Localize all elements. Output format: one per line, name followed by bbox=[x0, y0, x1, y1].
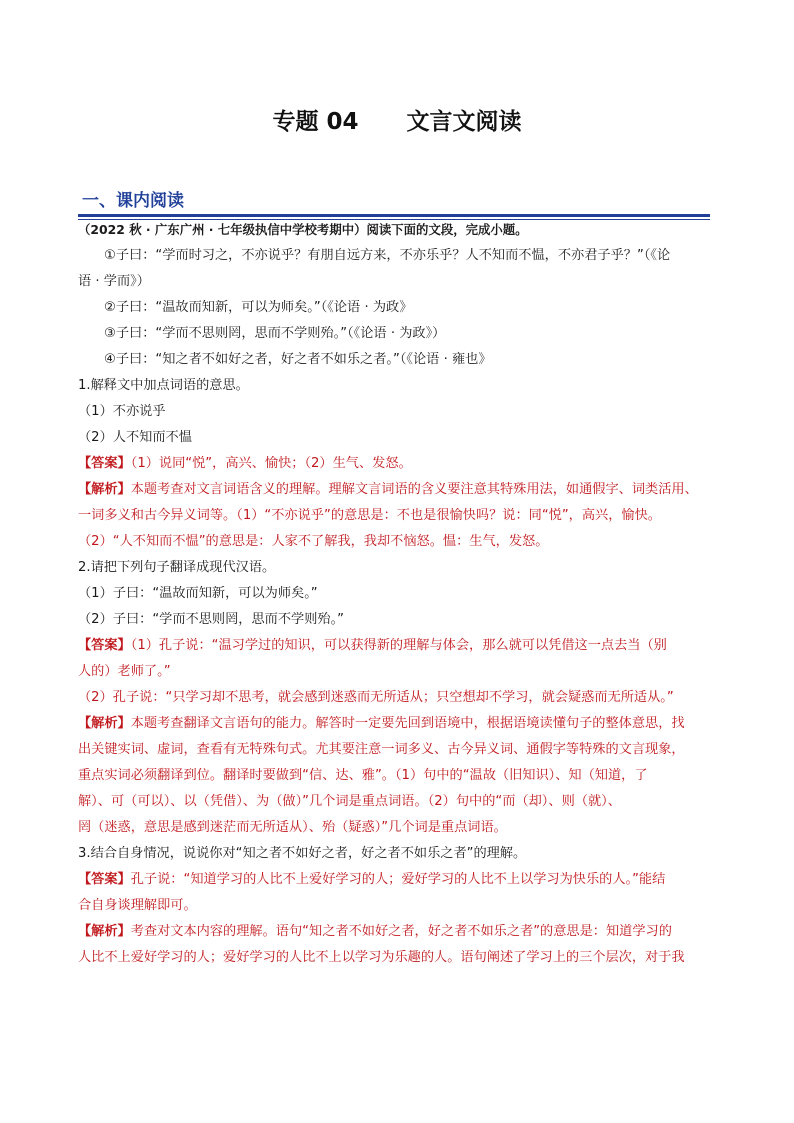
text-line bbox=[78, 399, 718, 425]
text-line bbox=[78, 789, 718, 815]
answer-text: 孔子说：“知道学习的人比不上爱好学习的人；爱好学习的人比不上以学习为快乐的人。”能结 bbox=[130, 872, 666, 887]
line-text: 解）、可（可以）、以（凭借）、为（做）”几个词是重点词语。（2）句中的“而（却）、则（就）、 bbox=[78, 794, 621, 809]
answer-tag: 【解析】 bbox=[78, 924, 131, 939]
section-title: 一、课内阅读 bbox=[82, 191, 184, 211]
answer-tag: 【答案】 bbox=[78, 456, 131, 471]
text-line bbox=[78, 269, 718, 295]
text-line bbox=[78, 373, 718, 399]
line-text: （2）“人不知而不愠”的意思是：人家不了解我，我却不恼怒。愠：生气，发怒。 bbox=[78, 534, 549, 549]
text-line bbox=[78, 867, 718, 893]
line-text: ③子曰：“学而不思则罔，思而不学则殆。”（《论语 · 为政》） bbox=[104, 326, 446, 341]
answer-text: （1）说同“悦”，高兴、愉快；（2）生气、发怒。 bbox=[130, 456, 412, 471]
line-text: 出关键实词、虚词，查看有无特殊句式。尤其要注意一词多义、古今异义词、通假字等特殊的文言现象， bbox=[78, 742, 685, 757]
line-text: （2022 秋 · 广东广州 · 七年级执信中学校考期中）阅读下面的文段，完成小题。 bbox=[78, 222, 528, 237]
document-body bbox=[78, 217, 718, 971]
text-line bbox=[78, 893, 718, 919]
text-line bbox=[78, 633, 718, 659]
text-line bbox=[78, 217, 718, 243]
text-line bbox=[78, 737, 718, 763]
answer-text: 考查对文本内容的理解。语句“知之者不如好之者，好之者不如乐之者”的意思是：知道学习的 bbox=[130, 924, 672, 939]
line-text: 重点实词必须翻译到位。翻译时要做到“信、达、雅”。（1）句中的“温故（旧知识）、知（知道，了 bbox=[78, 768, 648, 783]
text-line bbox=[78, 581, 718, 607]
answer-text: （1）孔子说：“温习学过的知识，可以获得新的理解与体会，那么就可以凭借这一点去当（别 bbox=[130, 638, 667, 653]
answer-text: 本题考查翻译文言语句的能力。解答时一定要先回到语境中，根据语境读懂句子的整体意思，找 bbox=[130, 716, 685, 731]
page-title: 专题 04 文言文阅读 bbox=[272, 109, 522, 135]
line-text: 一词多义和古今异义词等。（1）“不亦说乎”的意思是：不也是很愉快吗？说：同“悦”，高兴，愉快。 bbox=[78, 508, 661, 523]
text-line bbox=[78, 529, 718, 555]
answer-tag: 【解析】 bbox=[78, 716, 131, 731]
text-line bbox=[78, 815, 718, 841]
line-text: （2）孔子说：“只学习却不思考，就会感到迷惑而无所适从；只空想却不学习，就会疑惑而无所适从。” bbox=[78, 690, 674, 705]
text-line bbox=[78, 711, 718, 737]
text-line bbox=[78, 425, 718, 451]
line-text: ④子曰：“知之者不如好之者，好之者不如乐之者。”（《论语 · 雍也》 bbox=[104, 352, 492, 367]
text-line bbox=[78, 919, 718, 945]
line-text: ②子曰：“温故而知新，可以为师矣。”（《论语 · 为政》 bbox=[104, 300, 413, 315]
line-text: 人的）老师了。” bbox=[78, 664, 171, 679]
answer-tag: 【答案】 bbox=[78, 872, 131, 887]
text-line bbox=[78, 945, 718, 971]
text-line bbox=[78, 841, 718, 867]
answer-tag: 【答案】 bbox=[78, 638, 131, 653]
line-text: （1）子曰：“温故而知新，可以为师矣。” bbox=[78, 586, 318, 601]
line-text: （2）子曰：“学而不思则罔，思而不学则殆。” bbox=[78, 612, 345, 627]
line-text: 罔（迷惑，意思是感到迷茫而无所适从）、殆（疑惑）”几个词是重点词语。 bbox=[78, 820, 507, 835]
section-header bbox=[78, 186, 710, 220]
answer-tag: 【解析】 bbox=[78, 482, 131, 497]
line-text: 3.结合自身情况，说说你对“知之者不如好之者，好之者不如乐之者”的理解。 bbox=[78, 846, 527, 861]
text-line bbox=[78, 607, 718, 633]
answer-text: 本题考查对文言词语含义的理解。理解文言词语的含义要注意其特殊用法，如通假字、词类活用、 bbox=[130, 482, 698, 497]
text-line bbox=[78, 685, 718, 711]
text-line bbox=[78, 243, 718, 269]
line-text: 2.请把下列句子翻译成现代汉语。 bbox=[78, 560, 276, 575]
text-line bbox=[78, 503, 718, 529]
text-line bbox=[78, 321, 718, 347]
line-text: 1.解释文中加点词语的意思。 bbox=[78, 378, 249, 393]
text-line bbox=[78, 763, 718, 789]
line-text: 语 · 学而》） bbox=[78, 274, 150, 289]
line-text: （1）不亦说乎 bbox=[78, 404, 166, 419]
line-text: （2）人不知而不愠 bbox=[78, 430, 192, 445]
text-line bbox=[78, 451, 718, 477]
line-text: 合自身谈理解即可。 bbox=[78, 898, 197, 913]
line-text: 人比不上爱好学习的人；爱好学习的人比不上以学习为乐趣的人。语句阐述了学习上的三个层次，对于我 bbox=[78, 950, 685, 965]
line-text: ①子曰：“学而时习之，不亦说乎？有朋自远方来，不亦乐乎？人不知而不愠，不亦君子乎？”（《论 bbox=[104, 248, 671, 263]
text-line bbox=[78, 295, 718, 321]
text-line bbox=[78, 659, 718, 685]
text-line bbox=[78, 555, 718, 581]
text-line bbox=[78, 347, 718, 373]
text-line bbox=[78, 477, 718, 503]
